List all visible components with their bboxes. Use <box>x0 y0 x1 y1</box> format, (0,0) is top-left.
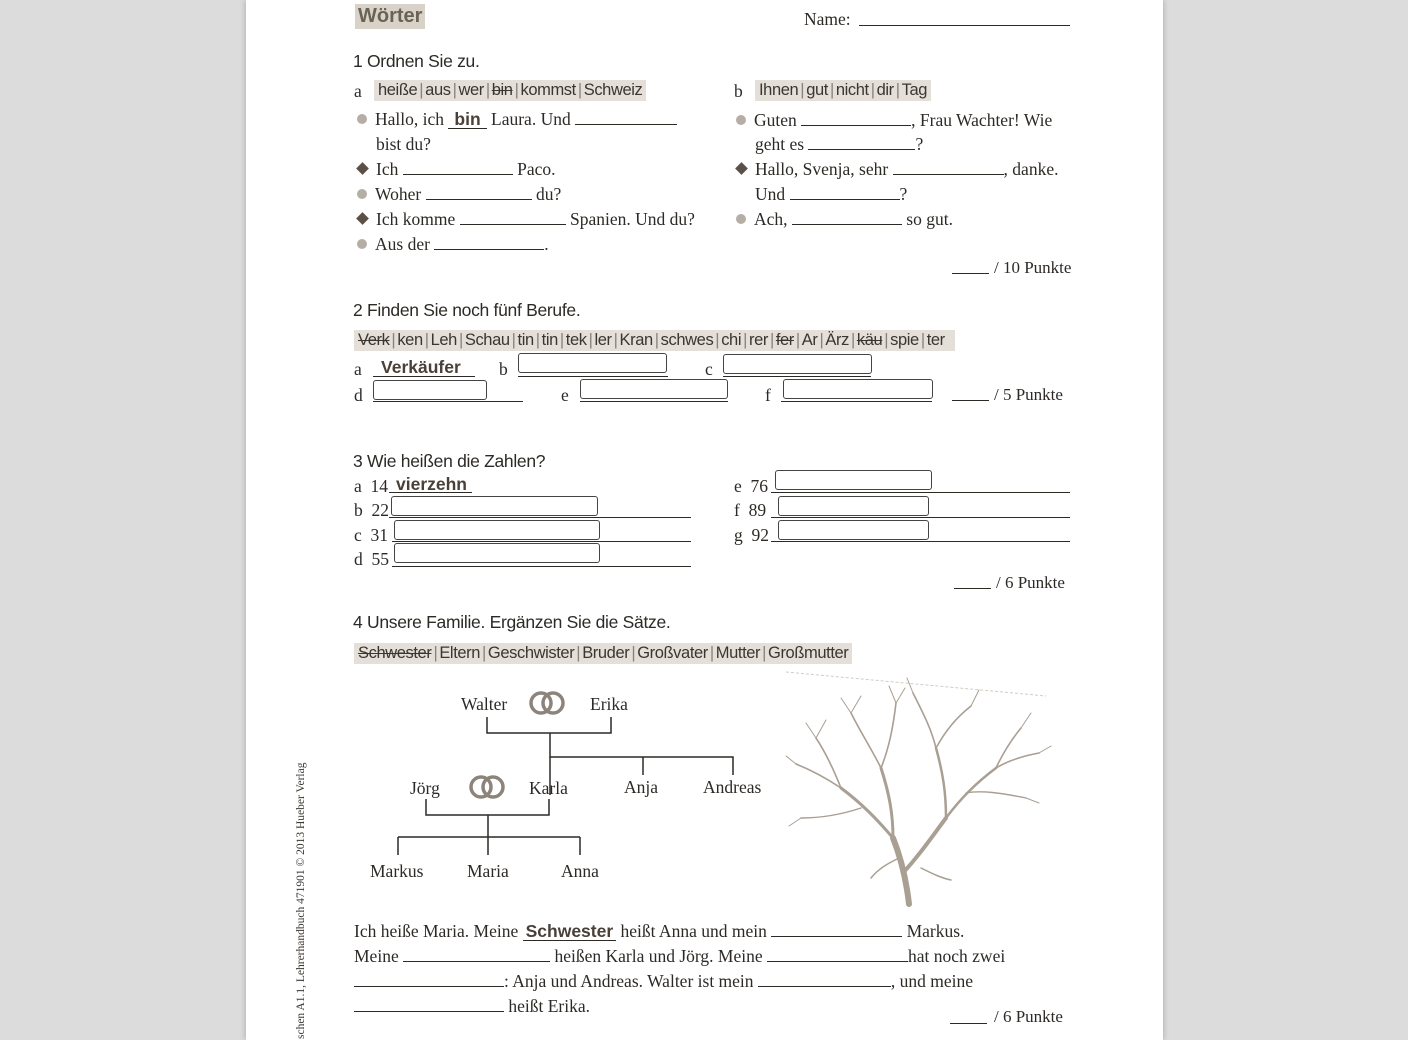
text: Hallo, ich <box>375 109 445 129</box>
ex2-label-e: e <box>561 385 569 405</box>
separator: | <box>715 331 720 349</box>
separator: | <box>577 81 582 99</box>
blank-field[interactable] <box>771 921 902 937</box>
wedding-rings-icon <box>468 773 508 801</box>
ex2-line-c <box>723 376 871 377</box>
word-chip: Schau <box>464 331 510 349</box>
ex3-item-f <box>734 500 766 520</box>
ex3-line-c <box>392 541 691 542</box>
ex3-item-d <box>354 549 389 569</box>
separator: | <box>884 331 889 349</box>
ex3-heading: 3 Wie heißen die Zahlen? <box>353 451 546 471</box>
ex1-b-line1 <box>736 110 1052 130</box>
ex1-b-line2 <box>755 134 923 154</box>
word-chip: bin <box>491 81 513 99</box>
word-chip: tin <box>541 331 558 349</box>
number: 14 <box>370 476 389 496</box>
worksheet-title: Wörter <box>355 4 425 29</box>
separator: | <box>511 331 516 349</box>
tree-name-karla: Karla <box>529 778 568 798</box>
text: Spanien. Und du? <box>569 209 695 229</box>
text: Meine <box>354 946 399 966</box>
ex1-b-label: b <box>734 81 743 101</box>
text: heißen Karla und Jörg. Meine <box>554 946 763 966</box>
ex4-sentence-1 <box>354 921 964 941</box>
ex1-a-line2: bist du? <box>376 134 431 154</box>
ex1-a-label: a <box>354 81 362 101</box>
separator: | <box>535 331 540 349</box>
text: . <box>544 234 549 254</box>
text: ? <box>899 184 908 204</box>
name-field-line[interactable] <box>859 25 1070 26</box>
blank-field[interactable] <box>792 209 902 225</box>
separator: | <box>769 331 774 349</box>
word-chip: Verk <box>358 331 390 349</box>
text: Ich <box>376 159 399 179</box>
ex3-item-e <box>734 476 768 496</box>
word-chip: Ar <box>801 331 818 349</box>
circle-bullet-icon <box>357 189 367 199</box>
ex3-line-f <box>771 517 1070 518</box>
separator: | <box>424 331 429 349</box>
blank-field[interactable] <box>434 234 544 250</box>
circle-bullet-icon <box>357 114 367 124</box>
ex2-line-f <box>781 401 932 402</box>
number: 31 <box>370 525 389 545</box>
separator: | <box>870 81 875 99</box>
word-chip: chi <box>721 331 742 349</box>
word-chip: tek <box>565 331 587 349</box>
ex4-wordbox <box>354 643 852 664</box>
text: , und meine <box>890 971 974 991</box>
text: , Frau Wachter! Wie <box>911 110 1053 130</box>
text: Ich heiße Maria. Meine <box>354 921 519 941</box>
ex3-input-f[interactable] <box>778 496 929 516</box>
text: ? <box>915 134 924 154</box>
ex1-score: / 10 Punkte <box>994 258 1072 277</box>
number: 55 <box>371 549 389 569</box>
text: heißt Anna und mein <box>620 921 767 941</box>
blank-field[interactable] <box>354 996 504 1012</box>
tree-name-markus: Markus <box>370 861 424 881</box>
word-chip: nicht <box>835 81 869 99</box>
ex1-b-wordbox <box>755 80 931 101</box>
separator: | <box>452 81 457 99</box>
tree-line-parents <box>426 799 549 815</box>
word-chip: spie <box>890 331 919 349</box>
name-label: Name: <box>804 9 851 29</box>
ex1-heading: 1 Ordnen Sie zu. <box>353 51 480 71</box>
ex2-answer-a: Verkäufer <box>381 357 461 377</box>
ex2-input-d[interactable] <box>373 380 487 400</box>
blank-field[interactable] <box>767 946 908 962</box>
separator: | <box>654 331 659 349</box>
number: 22 <box>371 500 389 520</box>
ex3-input-c[interactable] <box>394 520 600 540</box>
separator: | <box>829 81 834 99</box>
ex2-line-d <box>373 401 523 402</box>
text: hat noch zwei <box>908 946 1006 966</box>
separator: | <box>762 644 767 662</box>
ex2-score: / 5 Punkte <box>994 385 1063 404</box>
word-chip: Bruder <box>582 644 630 662</box>
ex3-item-a <box>354 476 388 496</box>
separator: | <box>482 644 486 662</box>
blank-field[interactable] <box>808 134 915 150</box>
ex2-heading: 2 Finden Sie noch fünf Berufe. <box>353 300 581 320</box>
circle-bullet-icon <box>357 239 367 249</box>
ex1-score-line[interactable] <box>952 273 989 274</box>
blank-field[interactable] <box>403 946 550 962</box>
separator: | <box>433 644 438 662</box>
ex1-b-line5 <box>736 209 953 229</box>
blank-field[interactable] <box>790 184 900 200</box>
text: Hallo, Svenja, sehr <box>755 159 889 179</box>
text: heißt Erika. <box>508 996 591 1016</box>
text: Paco. <box>517 159 556 179</box>
ex1-a-line4 <box>357 184 561 204</box>
text: du? <box>535 184 562 204</box>
ex4-score: / 6 Punkte <box>994 1007 1063 1026</box>
ex1-b-line3 <box>736 159 1058 179</box>
ex3-line-b <box>389 517 691 518</box>
ex4-answer-schwester: Schwester <box>523 923 617 941</box>
text: , danke. <box>1003 159 1059 179</box>
ex2-input-c[interactable] <box>723 354 872 374</box>
tree-line-grandparents <box>487 717 611 733</box>
separator: | <box>920 331 925 349</box>
separator: | <box>631 644 636 662</box>
separator: | <box>895 81 900 99</box>
text: so gut. <box>906 209 953 229</box>
label: a <box>354 476 362 496</box>
separator: | <box>850 331 855 349</box>
word-chip: Tag <box>901 81 928 99</box>
diamond-bullet-icon <box>735 162 748 175</box>
separator: | <box>743 331 747 349</box>
separator: | <box>458 331 463 349</box>
separator: | <box>485 81 490 99</box>
blank-field[interactable] <box>758 971 891 987</box>
ex4-heading: 4 Unsere Familie. Ergänzen Sie die Sätze. <box>353 612 671 632</box>
tree-name-andreas: Andreas <box>703 777 762 797</box>
word-chip: käu <box>856 331 883 349</box>
ex2-label-d: d <box>354 385 363 405</box>
ex3-line-d <box>392 566 691 567</box>
ex2-input-f[interactable] <box>783 379 933 399</box>
blank-field[interactable] <box>893 159 1004 175</box>
tree-name-anja: Anja <box>624 777 659 797</box>
label: b <box>354 500 363 520</box>
ex2-input-e[interactable] <box>580 379 728 399</box>
blank-field[interactable] <box>460 209 566 225</box>
ex2-label-c: c <box>705 359 713 379</box>
ex3-score-line[interactable] <box>954 588 991 589</box>
text: Laura. Und <box>491 109 571 129</box>
word-chip: schwes <box>660 331 714 349</box>
word-chip: rer <box>748 331 768 349</box>
number: 92 <box>751 525 769 545</box>
tree-line-grandchildren <box>398 815 580 855</box>
tree-illustration-icon <box>781 668 1056 913</box>
blank-field[interactable] <box>354 971 504 987</box>
ex1-a-wordbox <box>374 80 646 101</box>
ex3-input-e[interactable] <box>775 470 932 490</box>
separator: | <box>588 331 593 349</box>
word-chip: Ärz <box>825 331 849 349</box>
text: Ach, <box>754 209 788 229</box>
word-chip: ken <box>397 331 423 349</box>
ex4-sentence-4 <box>354 996 590 1016</box>
word-chip: wer <box>458 81 484 99</box>
tree-name-erika: Erika <box>590 694 628 714</box>
ex2-input-b[interactable] <box>518 353 667 373</box>
circle-bullet-icon <box>736 115 746 125</box>
ex1-b-line4 <box>755 184 907 204</box>
ex2-line-a <box>373 376 475 377</box>
word-chip: Großmutter <box>768 644 849 662</box>
word-chip: Schweiz <box>583 81 643 99</box>
ex1-a-line6 <box>357 234 549 254</box>
text: Aus der <box>375 234 430 254</box>
text: Guten <box>754 110 797 130</box>
word-chip: Schwester <box>358 644 432 662</box>
text: Woher <box>375 184 422 204</box>
ex3-input-g[interactable] <box>778 520 929 540</box>
text: Ich komme <box>376 209 456 229</box>
number: 89 <box>748 500 767 520</box>
label: f <box>734 500 740 520</box>
ex3-line-e <box>771 492 1070 493</box>
ex3-input-d[interactable] <box>394 543 600 563</box>
word-chip: Leh <box>430 331 457 349</box>
ex2-line-e <box>580 401 728 402</box>
separator: | <box>819 331 824 349</box>
separator: | <box>576 644 581 662</box>
separator: | <box>514 81 519 99</box>
worksheet-page <box>246 0 1163 1040</box>
ex1-answer-bin: bin <box>448 111 486 129</box>
word-chip: Ihnen <box>759 81 799 99</box>
separator: | <box>800 81 805 99</box>
text: : Anja und Andreas. Walter ist mein <box>504 971 754 991</box>
ex3-item-g <box>734 525 769 545</box>
blank-field[interactable] <box>403 159 513 175</box>
tree-name-anna: Anna <box>561 861 599 881</box>
ex4-sentence-2 <box>354 946 1005 966</box>
separator: | <box>391 331 396 349</box>
ex1-a-line1 <box>357 109 677 129</box>
number: 76 <box>750 476 769 496</box>
text: Markus. <box>906 921 965 941</box>
ex3-item-c <box>354 525 388 545</box>
label: g <box>734 525 743 545</box>
text: geht es <box>755 134 805 154</box>
ex1-a-line3 <box>357 159 556 179</box>
ex2-score-line[interactable] <box>952 400 989 401</box>
ex3-line-a <box>389 492 472 493</box>
word-chip: dir <box>876 81 894 99</box>
wedding-rings-icon <box>528 689 568 717</box>
word-chip: kommst <box>520 81 576 99</box>
blank-field[interactable] <box>575 109 677 125</box>
ex2-line-b <box>518 376 668 377</box>
ex3-line-g <box>771 541 1070 542</box>
word-chip: Kran <box>619 331 653 349</box>
tree-name-maria: Maria <box>467 861 509 881</box>
ex2-label-a: a <box>354 359 362 379</box>
ex3-input-b[interactable] <box>391 496 598 516</box>
word-chip: aus <box>425 81 451 99</box>
ex3-score: / 6 Punkte <box>996 573 1065 592</box>
diamond-bullet-icon <box>356 162 369 175</box>
label: e <box>734 476 742 496</box>
blank-field[interactable] <box>426 184 532 200</box>
word-chip: tin <box>517 331 534 349</box>
separator: | <box>795 331 800 349</box>
ex2-label-f: f <box>765 385 771 405</box>
copyright-side-text: schen A1.1, Lehrerhandbuch 471901 © 2013 Hueber Verlag <box>295 762 307 1039</box>
ex2-syllable-box <box>354 330 955 351</box>
word-chip: Geschwister <box>487 644 575 662</box>
ex4-score-line[interactable] <box>950 1023 987 1024</box>
word-chip: Eltern <box>439 644 481 662</box>
tree-line-children <box>550 733 733 775</box>
separator: | <box>613 331 618 349</box>
blank-field[interactable] <box>801 110 911 126</box>
ex2-label-b: b <box>499 359 508 379</box>
tree-name-joerg: Jörg <box>410 778 440 798</box>
ex1-a-line5 <box>357 209 695 229</box>
word-chip: gut <box>806 81 828 99</box>
word-chip: Mutter <box>715 644 761 662</box>
word-chip: ler <box>594 331 612 349</box>
tree-name-walter: Walter <box>461 694 508 714</box>
label: c <box>354 525 362 545</box>
word-chip: ter <box>926 331 945 349</box>
word-chip: heiße <box>378 81 418 99</box>
ex4-sentence-3 <box>354 971 973 991</box>
circle-bullet-icon <box>736 214 746 224</box>
ex3-item-b <box>354 500 389 520</box>
word-chip: fer <box>775 331 794 349</box>
word-chip: Großvater <box>637 644 708 662</box>
separator: | <box>419 81 424 99</box>
text: Und <box>755 184 786 204</box>
diamond-bullet-icon <box>356 212 369 225</box>
ex3-answer-a: vierzehn <box>396 474 467 494</box>
separator: | <box>559 331 564 349</box>
label: d <box>354 549 363 569</box>
separator: | <box>709 644 714 662</box>
